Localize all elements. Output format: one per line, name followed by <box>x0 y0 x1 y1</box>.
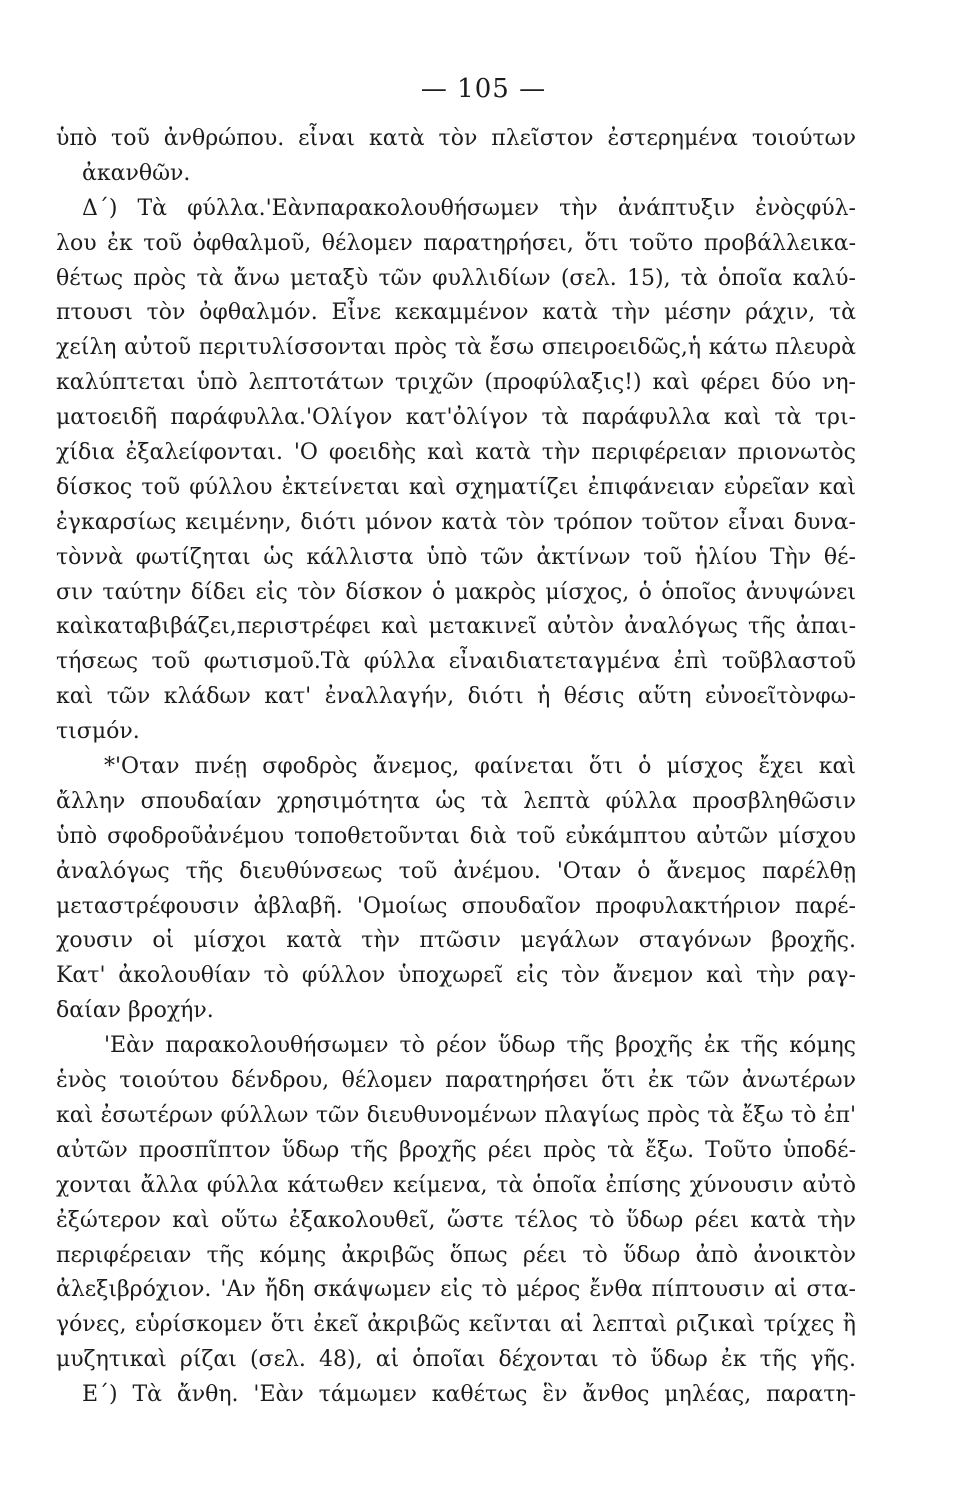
text-line: χονται ἄλλα φύλλα κάτωθεν κείμενα, τὰ ὁποῖα ἐπίσης χύνουσιν αὐτὸ <box>56 1172 856 1198</box>
section-heading-leaves: Δ΄) Τὰ φύλλα.'Εὰνπαρακολουθήσωμεν τὴν ἀνάπτυξιν ἐνὸςφύλ- <box>82 195 856 221</box>
text-line: ἑνὸς τοιούτου δένδρου, θέλομεν παρατηρήσει ὅτι ἐκ τῶν ἀνωτέρων <box>56 1068 856 1094</box>
text-line: μεταστρέφουσιν ἀβλαβῆ. 'Ομοίως σπουδαῖον προφυλακτήριον παρέ- <box>56 893 856 919</box>
text-line: ὑπὸ τοῦ ἀνθρώπου. εἶναι κατὰ τὸν πλεῖστον ἐστερημένα τοιούτων <box>56 126 856 151</box>
footnote-line: *'Οταν πνέῃ σφοδρὸς ἄνεμος, φαίνεται ὅτι ὁ μίσχος ἔχει καὶ <box>104 754 856 780</box>
text-line: γόνες, εὑρίσκομεν ὅτι ἐκεῖ ἀκριβῶς κεῖνται αἱ λεπταὶ ριζικαὶ τρίχες ἢ <box>56 1312 856 1338</box>
text-line: τισμόν. <box>56 719 140 745</box>
text-line: καὶ ἐσωτέρων φύλλων τῶν διευθυνομένων πλαγίως πρὸς τὰ ἔξω τὸ ἐπ' <box>56 1102 856 1128</box>
text-line: περιφέρειαν τῆς κόμης ἀκριβῶς ὅπως ρέει τὸ ὕδωρ ἀπὸ ἀνοικτὸν <box>56 1242 856 1268</box>
text-line: δαίαν βροχήν. <box>56 998 214 1024</box>
text-line: χίδια ἐξαλείφονται. 'Ο φοειδὴς καὶ κατὰ τὴν περιφέρειαν πριονωτὸς <box>56 440 856 466</box>
text-line: τὸννὰ φωτίζηται ὡς κάλλιστα ὑπὸ τῶν ἀκτίνων τοῦ ἡλίου Τὴν θέ- <box>56 544 856 570</box>
text-line: ἐγκαρσίως κειμένην, διότι μόνον κατὰ τὸν τρόπον τοῦτον εἶναι δυνα- <box>56 509 856 535</box>
text-line: δίσκος τοῦ φύλλου ἐκτείνεται καὶ σχηματίζει ἐπιφάνειαν εὐρεῖαν καὶ <box>56 474 856 500</box>
text-line: τήσεως τοῦ φωτισμοῦ.Τὰ φύλλα εἶναιδιατεταγμένα ἐπὶ τοῦβλαστοῦ <box>56 649 856 675</box>
text-line: Κατ' ἀκολουθίαν τὸ φύλλον ὑποχωρεῖ εἰς τὸν ἄνεμον καὶ τὴν ραγ- <box>56 963 856 989</box>
text-line: πτουσι τὸν ὀφθαλμόν. Εἶνε κεκαμμένον κατὰ τὴν μέσην ράχιν, τὰ <box>56 300 856 326</box>
text-line: ἀλεξιβρόχιον. 'Αν ἤδη σκάψωμεν εἰς τὸ μέρος ἔνθα πίπτουσιν αἱ στα- <box>56 1277 856 1303</box>
text-line: ἐξώτερον καὶ οὕτω ἐξακολουθεῖ, ὥστε τέλος τὸ ὕδωρ ρέει κατὰ τὴν <box>56 1207 856 1233</box>
text-line: σιν ταύτην δίδει εἰς τὸν δίσκον ὁ μακρὸς μίσχος, ὁ ὁποῖος ἀνυψώνει <box>56 579 856 605</box>
text-line: ἄλλην σπουδαίαν χρησιμότητα ὡς τὰ λεπτὰ φύλλα προσβληθῶσιν <box>56 788 856 814</box>
text-line: αὐτῶν προσπῖπτον ὕδωρ τῆς βροχῆς ρέει πρὸς τὰ ἔξω. Τοῦτο ὑποδέ- <box>56 1137 856 1163</box>
text-line: χουσιν οἱ μίσχοι κατὰ τὴν πτῶσιν μεγάλων σταγόνων βροχῆς. <box>56 928 856 954</box>
text-line: χείλη αὐτοῦ περιτυλίσσονται πρὸς τὰ ἔσω σπειροειδῶς,ἡ κάτω πλευρὰ <box>56 335 856 361</box>
text-line: καὶκαταβιβάζει,περιστρέφει καὶ μετακινεῖ αὐτὸν ἀναλόγως τῆς ἀπαι- <box>56 614 856 640</box>
text-line: καλύπτεται ὑπὸ λεπτοτάτων τριχῶν (προφύλαξις!) καὶ φέρει δύο νη- <box>56 370 856 396</box>
body-text <box>56 122 856 1413</box>
page-number: — 105 — <box>420 74 547 104</box>
text-line: λου ἐκ τοῦ ὀφθαλμοῦ, θέλομεν παρατηρήσει, ὅτι τοῦτο προβάλλεικα- <box>56 230 856 256</box>
text-line: μυζητικαὶ ρίζαι (σελ. 48), αἱ ὁποῖαι δέχονται τὸ ὕδωρ ἐκ τῆς γῆς. <box>56 1347 856 1373</box>
text-line: 'Εὰν παρακολουθήσωμεν τὸ ρέον ὕδωρ τῆς βροχῆς ἐκ τῆς κόμης <box>104 1033 856 1059</box>
text-line: ἀναλόγως τῆς διευθύνσεως τοῦ ἀνέμου. 'Οταν ὁ ἄνεμος παρέλθῃ <box>56 858 856 884</box>
text-line: θέτως πρὸς τὰ ἄνω μεταξὺ τῶν φυλλιδίων (σελ. 15), τὰ ὁποῖα καλύ- <box>56 265 856 291</box>
text-line: ὑπὸ σφοδροῦἀνέμου τοποθετοῦνται διὰ τοῦ εὐκάμπτου αὐτῶν μίσχου <box>56 823 856 849</box>
text-line: καὶ τῶν κλάδων κατ' ἐναλλαγήν, διότι ἡ θέσις αὕτη εὐνοεῖτὸνφω- <box>56 684 856 710</box>
text-line: ματοειδῆ παράφυλλα.'Ολίγον κατ'ὀλίγον τὰ παράφυλλα καὶ τὰ τρι- <box>56 405 856 431</box>
text-line: ἀκανθῶν. <box>82 160 191 186</box>
section-heading-flowers: Ε΄) Τὰ ἄνθη. 'Εὰν τάμωμεν καθέτως ἓν ἄνθος μηλέας, παρατη- <box>82 1382 856 1408</box>
